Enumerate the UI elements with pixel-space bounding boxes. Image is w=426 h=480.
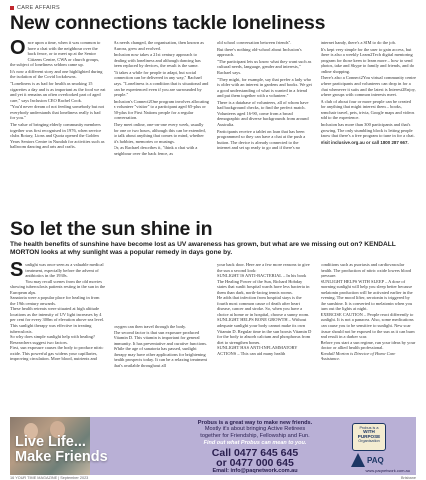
promo-headline-line2: Make Friends <box>15 449 108 465</box>
paragraph: SUNLIGHT HAS ANTI-INFLAMMATORY ACTIONS – This can aid many health <box>217 345 298 356</box>
paragraph: Before you start a sun regime, run your ideas by your doctor or allied health professional. <box>320 339 416 351</box>
paragraph: Sanatoria were a popular place for healing in from the 19th century onwards. <box>10 295 100 306</box>
probus-badge <box>352 423 386 451</box>
promo-find-out: Find out what Probus can mean to you. <box>203 440 307 446</box>
paragraph: your back door. Here are a few more reasons to give the sun a second look: <box>217 262 310 273</box>
promo-phone-primary[interactable]: Call 0477 645 645 <box>211 447 299 459</box>
paragraph: The value of bringing elderly community members together was first recognised in 1976, when service clubs Rotary, Lions and Quota opened the Golden Years Seniors Centre in Nundah for activities such as ballroom dancing and arts and crafts. <box>10 122 105 150</box>
paragraph: A club of about four or more people can be created for anything that might interest them – books, armchair travel, pets, trivia, Google maps and videos add to the experience. <box>320 98 415 121</box>
article1-col-4 <box>321 40 417 212</box>
badge-line: WITH PURPOSE <box>357 429 381 439</box>
paq-logo-text: PAQ <box>367 455 384 465</box>
paragraph: "You'd never dream of not feeding somebody but not everybody understands that loneliness really is bad for you." <box>10 104 105 121</box>
section-marker-icon <box>10 6 14 10</box>
paq-logo-icon <box>351 453 365 467</box>
section-label: CARE AFFAIRS <box>17 5 61 11</box>
paragraph: There's also a Connect2You virtual community centre where participants and volunteers can drop in for a chat whenever it suits and the latest is Interest2Enjoy, where groups with common interests meet. <box>320 75 416 98</box>
paragraph: SUNLIGHT HELPS WITH SLEEP – A dose of morning sunlight will help you sleep better because melatonin production will be activated earlier in the evening. The mood lifter, serotonin is triggered by the sunshine. It is converted to melatonin when you turn out the lights at night. <box>320 278 413 312</box>
paragraph: "The participant lets us know what they want such as cultural needs, language, gender and interests," Rachael says. <box>217 58 312 75</box>
article-standfirst: The health benefits of sunshine have become lost as UV awareness has grown, but what are we missing out on? KENDALL MORTON looks at why sunlight was a popular remedy in days gone by. <box>10 241 396 256</box>
paragraph-text: nce upon a time, when it was common to have a chat with the neighbour over the back fence, or to meet up at the Senior Citizens Centre, CWA or church groups, the subject of loneliness seldom came up. <box>10 40 101 68</box>
paragraph: internet handy, there's a SIM to do the job. <box>320 40 396 45</box>
article1-col-3 <box>217 40 313 212</box>
paq-logo <box>351 452 405 468</box>
paragraph: It's kept very simple for the user to gain access, but there is also a weekly Learn2Tech digital mentoring program for those keen to learn more – how to send photos, take and Skype to family and friends, and do online shopping. <box>320 46 415 74</box>
paragraph: These health retreats were situated at high altitude locations as the intensity of UV light increases by 4 per cent for every 300m of elevation above sea level. This sunlight therapy was effective in treating tuberculosis. <box>10 306 105 334</box>
paragraph: old school conversation between friends". <box>217 40 292 45</box>
paragraph: "They might, for example, say that prefer a lady who is older with an interest in gardens and books. We get a good understanding of what is wanted in a friend and put them together with a volunteer." <box>217 76 312 99</box>
paragraph <box>10 262 106 279</box>
paragraph: Inclusion now takes a 21st century approach to dealing with loneliness and although dancing has been replaced by devices, the result is the same. <box>113 52 201 69</box>
article2-col-2 <box>114 262 210 412</box>
paragraph: But there's nothing old-school about Inclusion's approach. <box>217 46 302 58</box>
article-photo-placeholder <box>114 262 210 324</box>
article2-col-3 <box>217 262 313 412</box>
article2-col-1 <box>10 262 106 412</box>
article2-col-4 <box>321 262 417 412</box>
badge-line: Probus is a <box>359 426 379 430</box>
badge-line: Organisation <box>358 439 380 444</box>
paragraph: "Loneliness is as bad for health as smoking 15 cigarettes a day and is as important as the food we eat and yet it remains an often overlooked part of aged care," says Inclusion CEO Rachel Cook. <box>10 81 106 103</box>
paragraph: You may recall scenes from the old movies showing tuberculosis patients resting in the sun in the European alps. <box>10 278 106 295</box>
promo-headline <box>15 435 108 465</box>
drop-cap: S <box>10 262 24 281</box>
paragraph-text: unlight was once seen as a valuable medical treatment, especially before the advent of antibiotics in the 1930s. <box>25 262 104 279</box>
paragraph: "It takes a while for people to adapt, but social connection can be delivered in any way," Rachael says. "Loneliness is a condition that is situational and can be experienced even if you are surrounded by people." <box>113 69 209 98</box>
promo-tagline <box>160 420 350 439</box>
footer-right: Brisbane <box>401 476 416 480</box>
probus-advertisement[interactable] <box>10 417 416 475</box>
promo-headline-line1: Live Life... <box>15 434 86 450</box>
paragraph: EXERCISE CAUTION – People react differently to sunlight. It is not a panacea. Also, some medications can cause you to be sensitive to sunlight. New scar tissue should not be exposed to the sun as it can burn and result in a darker scar. <box>320 311 415 340</box>
paragraph: conditions such as psoriasis and cardiovascular health. The production of nitric oxide lowers blood pressure. <box>320 262 412 279</box>
paragraph: There is a database of volunteers, all of whom have had background checks, to find the perfect match. Volunteers aged 16-90, come from a broad demographic and diverse backgrounds from around Australia. <box>217 99 309 128</box>
promo-email[interactable]: Email: info@paqnetwork.com.au <box>212 468 298 474</box>
paragraph: SUNLIGHT HELPS BONE GROWTH – Without adequate sunlight your body cannot make its own Vitamin D. Regular time in the sun boosts Vitamin D for the body to absorb calcium and phosphorus from diet to strengthen bones. <box>217 317 312 345</box>
paragraph: SUNLIGHT IS ANTI-BACTERIAL – In his book The Healing Power of the Sun, Richard Hobday states that sunlit hospital wards have less bacteria in them than dark, north-facing tennis rooms. <box>217 273 310 295</box>
promo-phone-secondary[interactable]: or 0477 000 645 <box>216 457 294 469</box>
tagline-line: Mostly it's about bringing Active Retirees <box>204 426 306 433</box>
paragraph: As needs changed, the organisation, then known as Aurora, grew and evolved. <box>113 40 204 51</box>
article-headline-sunshine: So let the sun shine in <box>10 218 213 240</box>
paragraph: Inclusion has more than 300 participants and that's growing. The only stumbling block is letting people know that there's a free program to tune in for a chat. <box>320 122 415 139</box>
paragraph: Participants receive a tablet on loan that has been programmed so they can have a chat at the push a button. The device is already connected to the internet and set up ready to go and if there's no <box>217 128 306 151</box>
article-headline-loneliness: New connections tackle loneliness <box>10 12 326 34</box>
drop-cap: O <box>10 40 26 59</box>
paragraph: Inclusion's Connect2One program involves allocating a volunteer "visitor" to a participant aged 65-plus or 50-plus for First Nations people for a regular conversation. <box>113 98 209 121</box>
paragraph: oxygen can then travel through the body. <box>113 324 187 329</box>
paragraph: He adds that infection from hospital stays is the fourth most common cause of death after heart disease, cancer and stroke. So, when you have a choice at home or in hospital, choose a sunny room. <box>217 295 310 317</box>
paragraph: Or, as Rachael describes it, "think a chat with a neighbour over the back fence, as <box>113 145 198 156</box>
paragraph: So why does simple sunlight help with healing? Researchers suggest two factors. <box>10 334 95 345</box>
page-footer <box>10 476 416 480</box>
article1-col-1 <box>10 40 106 212</box>
paragraph: While the age of sanatoria has passed, sunlight therapy may have other applications for brightening health prospects today. It can be a relaxing treatment that's available throughout all <box>113 346 207 368</box>
paragraph <box>10 40 106 68</box>
paragraph: First, sun exposure causes the body to produce nitric oxide. This powerful gas widens your capillaries, improving circulation. More blood, nutrients and <box>10 345 104 362</box>
author-bio: Kendall Morton is Director of Home Care Assistance. <box>320 350 396 362</box>
paragraph: They meet online, one-on-one every week, usually for one or two hours, although this can be extended, to talk about anything that comes to mind, whether it's hobbies, memories or musings. <box>113 122 206 144</box>
paq-website-link[interactable]: www.paqnetwork.com.au <box>365 468 410 473</box>
article-body-sunshine <box>10 262 416 412</box>
footer-left: 16 YOUR TIME MAGAZINE | September 2023 <box>10 476 89 480</box>
paragraph: The second factor is that sun exposure produced Vitamin D. This vitamin is important for general immunity. It has preventative and curative functions. <box>113 329 208 346</box>
tagline-line: together for Friendship, Fellowship and Fun. <box>200 432 310 439</box>
article-body-loneliness <box>10 40 416 212</box>
article1-col-2 <box>114 40 210 212</box>
paragraph: It's now a different story and one highlighted during the isolation of the Covid lockdowns. <box>10 68 103 80</box>
tagline-line: Probus is a great way to make new friends. <box>197 420 313 426</box>
contact-info: Visit inclusive.org.au or call 1800 287 667. <box>320 139 409 145</box>
section-tag <box>10 5 60 11</box>
